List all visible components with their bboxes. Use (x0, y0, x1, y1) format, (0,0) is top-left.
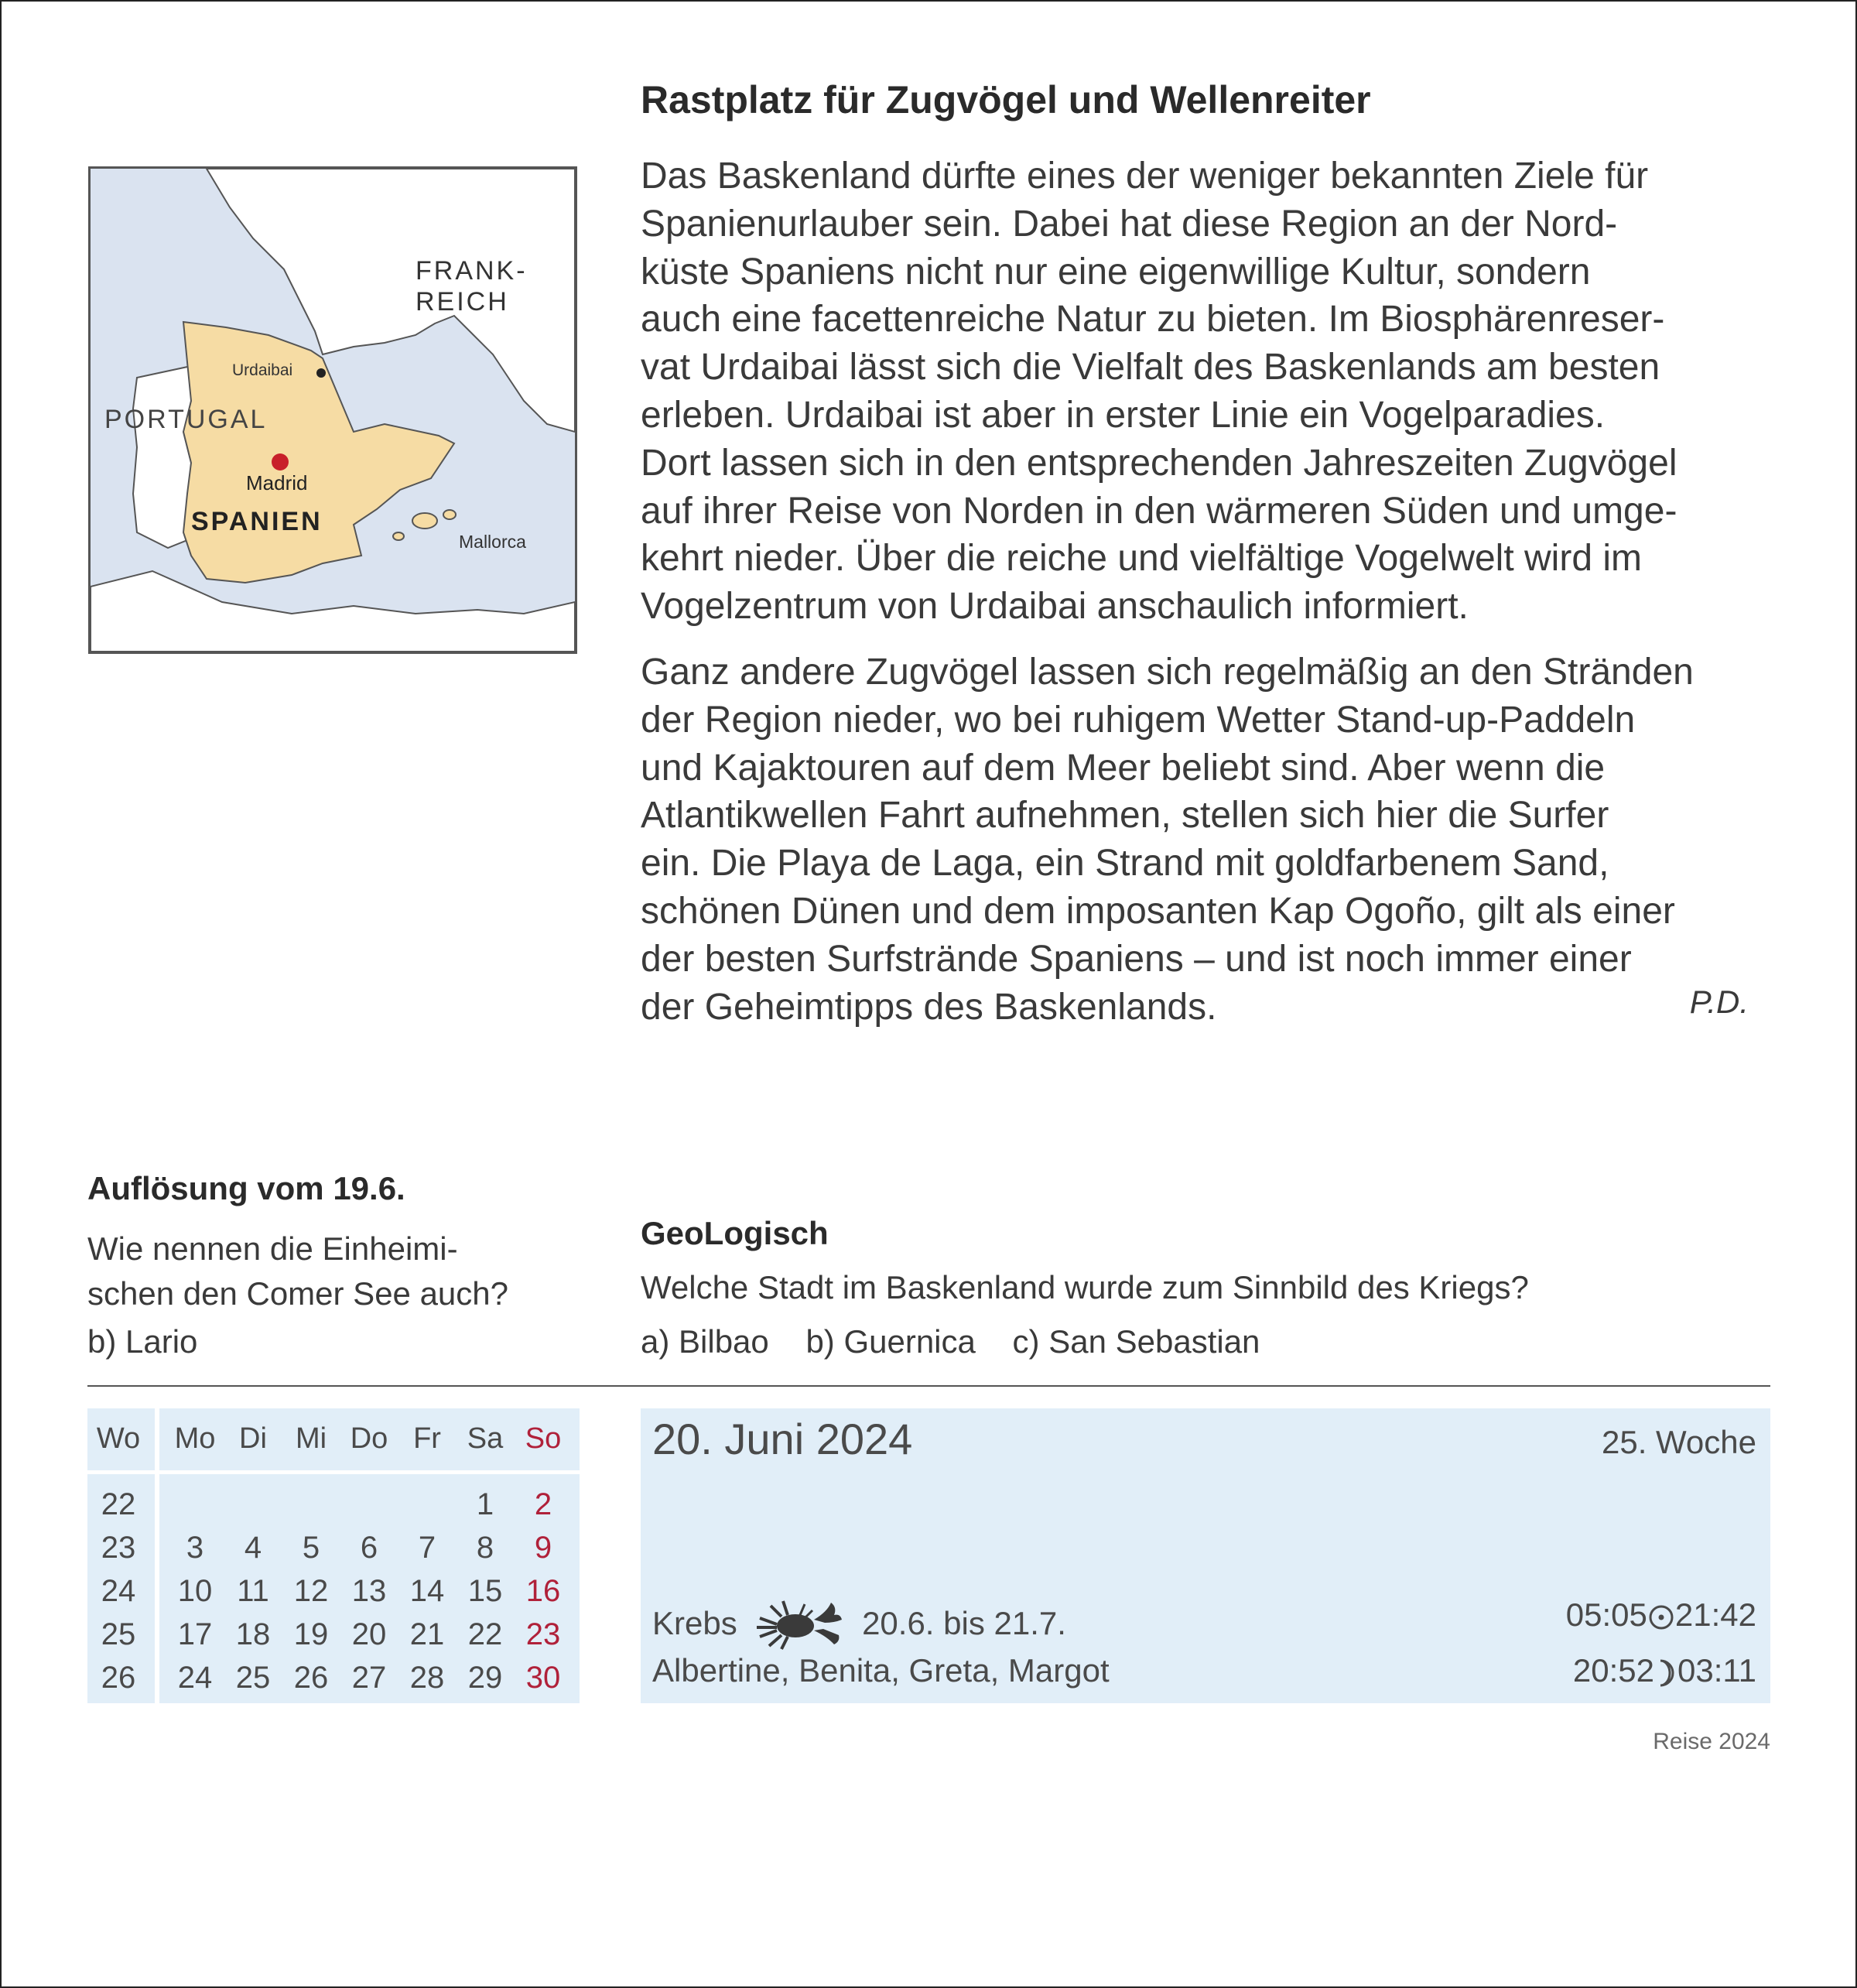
paragraph-line: Dort lassen sich in den entsprechenden Jahreszeiten Zugvögel (641, 442, 1677, 484)
solution-question-line: schen den Comer See auch? (87, 1275, 509, 1312)
calendar-day: 3 (186, 1531, 204, 1565)
footer-label: Reise 2024 (1653, 1729, 1770, 1754)
calendar-day: 2 (534, 1487, 552, 1521)
solution-title: Auflösung vom 19.6. (87, 1170, 405, 1206)
divider (87, 1385, 1770, 1387)
paragraph-line: erleben. Urdaibai ist aber in erster Linie ein Vogelparadies. (641, 394, 1606, 436)
map-label-france-1: FRANK- (416, 256, 528, 286)
calendar-header-do: Do (350, 1422, 388, 1455)
calendar-day: 1 (476, 1487, 494, 1521)
menorca-island (443, 510, 456, 519)
paragraph-line: schönen Dünen und dem imposanten Kap Ogoño, gilt als einer (641, 890, 1675, 932)
paragraph-line: der besten Surfstrände Spaniens – und ist noch immer einer (641, 938, 1632, 980)
calendar-day: 5 (302, 1531, 320, 1565)
mallorca-island (412, 513, 437, 529)
week-number: 25. Woche (1601, 1424, 1756, 1460)
sunrise-time: 05:05 (1565, 1596, 1647, 1633)
calendar-day: 6 (360, 1531, 378, 1565)
calendar-day: 11 (237, 1574, 269, 1608)
calendar-header-sa: Sa (467, 1422, 504, 1455)
calendar-header-mi: Mi (295, 1422, 327, 1455)
calendar-day: 21 (409, 1617, 445, 1651)
calendar-day: 29 (467, 1661, 503, 1695)
calendar-day: 23 (525, 1617, 561, 1651)
moon-times (1517, 1652, 1756, 1689)
calendar-day: 20 (351, 1617, 387, 1651)
calendar-week-number: 22 (101, 1487, 136, 1521)
spain-map-svg (91, 169, 575, 652)
calendar-week-number: 26 (101, 1661, 136, 1695)
paragraph-line: Vogelzentrum von Urdaibai anschaulich informiert. (641, 586, 1469, 628)
calendar-week-number: 23 (101, 1531, 136, 1565)
sun-times (1517, 1596, 1756, 1634)
quiz-options (641, 1323, 1288, 1360)
paragraph-line: der Region nieder, wo bei ruhigem Wetter Stand-up-Paddeln (641, 699, 1636, 741)
quiz-question: Welche Stadt im Baskenland wurde zum Sinnbild des Kriegs? (641, 1269, 1529, 1305)
solution-answer: b) Lario (87, 1323, 198, 1360)
calendar-day: 12 (293, 1574, 329, 1608)
paragraph-line: küste Spaniens nicht nur eine eigenwillige Kultur, sondern (641, 251, 1591, 293)
quiz-option-a: a) Bilbao (641, 1323, 769, 1360)
moon-icon (1654, 1658, 1677, 1688)
urdaibai-marker (316, 368, 326, 378)
paragraph-line: der Geheimtipps des Baskenlands. (641, 986, 1217, 1028)
article-paragraph-2 (641, 648, 1778, 1031)
calendar-day: 24 (177, 1661, 213, 1695)
quiz-title: GeoLogisch (641, 1215, 829, 1251)
calendar-week-separator (155, 1408, 159, 1703)
paragraph-line: auf ihrer Reise von Norden in den wärmeren Süden und umge- (641, 490, 1677, 532)
article-paragraph-1 (641, 152, 1778, 631)
map-label-spain: SPANIEN (191, 507, 323, 536)
zodiac-row (652, 1596, 1066, 1651)
quiz-option-b: b) Guernica (805, 1323, 976, 1360)
article-author: P.D. (1689, 984, 1749, 1020)
quiz-option-c: c) San Sebastian (1012, 1323, 1260, 1360)
calendar-day: 7 (418, 1531, 436, 1565)
calendar-day: 26 (293, 1661, 329, 1695)
calendar-day: 10 (177, 1574, 213, 1608)
paragraph-line: vat Urdaibai lässt sich die Vielfalt des Baskenlands am besten (641, 347, 1660, 388)
sunset-time: 21:42 (1674, 1596, 1756, 1633)
article-title: Rastplatz für Zugvögel und Wellenreiter (641, 78, 1371, 121)
calendar-week-number: 25 (101, 1617, 136, 1651)
calendar-week-number: 24 (101, 1574, 136, 1608)
calendar-header-fr: Fr (413, 1422, 441, 1455)
crab-icon (754, 1596, 845, 1651)
paragraph-line: Ganz andere Zugvögel lassen sich regelmäßig an den Stränden (641, 652, 1694, 693)
paragraph-line: Atlantikwellen Fahrt aufnehmen, stellen sich hier die Surfer (641, 795, 1609, 837)
ibiza-island (393, 532, 404, 540)
calendar-day: 22 (467, 1617, 503, 1651)
solution-question-line: Wie nennen die Einheimi- (87, 1230, 458, 1267)
calendar-day: 27 (351, 1661, 387, 1695)
calendar-day: 15 (467, 1574, 503, 1608)
paragraph-line: ein. Die Playa de Laga, ein Strand mit goldfarbenem Sand, (641, 843, 1609, 885)
calendar-day: 9 (534, 1531, 552, 1565)
calendar-header-so: So (525, 1422, 562, 1455)
calendar-day: 30 (525, 1661, 561, 1695)
moonset-time: 03:11 (1677, 1652, 1756, 1689)
paragraph-line: und Kajaktouren auf dem Meer beliebt sind. Aber wenn die (641, 747, 1606, 789)
map-label-france-2: REICH (416, 287, 509, 317)
calendar-day: 17 (177, 1617, 213, 1651)
calendar-header-mo: Mo (174, 1422, 216, 1455)
calendar-header-di: Di (239, 1422, 267, 1455)
sun-icon (1647, 1603, 1675, 1631)
map-label-madrid: Madrid (246, 471, 308, 494)
calendar-day: 14 (409, 1574, 445, 1608)
zodiac-label: Krebs (652, 1605, 737, 1641)
paragraph-line: kehrt nieder. Über die reiche und vielfältige Vogelwelt wird im (641, 538, 1643, 580)
zodiac-range: 20.6. bis 21.7. (862, 1605, 1066, 1641)
calendar-day: 28 (409, 1661, 445, 1695)
map-label-portugal: PORTUGAL (104, 405, 268, 434)
calendar-day: 19 (293, 1617, 329, 1651)
solution-question (87, 1227, 508, 1316)
paragraph-line: auch eine facettenreiche Natur zu bieten. Im Biosphärenreser- (641, 299, 1665, 340)
map-label-mallorca: Mallorca (459, 532, 526, 552)
calendar-day: 8 (476, 1531, 494, 1565)
calendar-day: 18 (235, 1617, 271, 1651)
moonrise-time: 20:52 (1572, 1652, 1654, 1689)
map-label-urdaibai: Urdaibai (232, 361, 293, 379)
calendar-day: 13 (351, 1574, 387, 1608)
paragraph-line: Das Baskenland dürfte eines der weniger bekannten Ziele für (641, 156, 1649, 197)
calendar-header-wo: Wo (96, 1422, 141, 1455)
calendar-day: 16 (525, 1574, 561, 1608)
name-days: Albertine, Benita, Greta, Margot (652, 1652, 1110, 1689)
calendar-day: 25 (235, 1661, 271, 1695)
paragraph-line: Spanienurlauber sein. Dabei hat diese Region an der Nord- (641, 203, 1618, 245)
day-date: 20. Juni 2024 (652, 1415, 913, 1463)
calendar-day: 4 (244, 1531, 262, 1565)
spain-map (88, 166, 577, 654)
madrid-marker (272, 453, 289, 470)
